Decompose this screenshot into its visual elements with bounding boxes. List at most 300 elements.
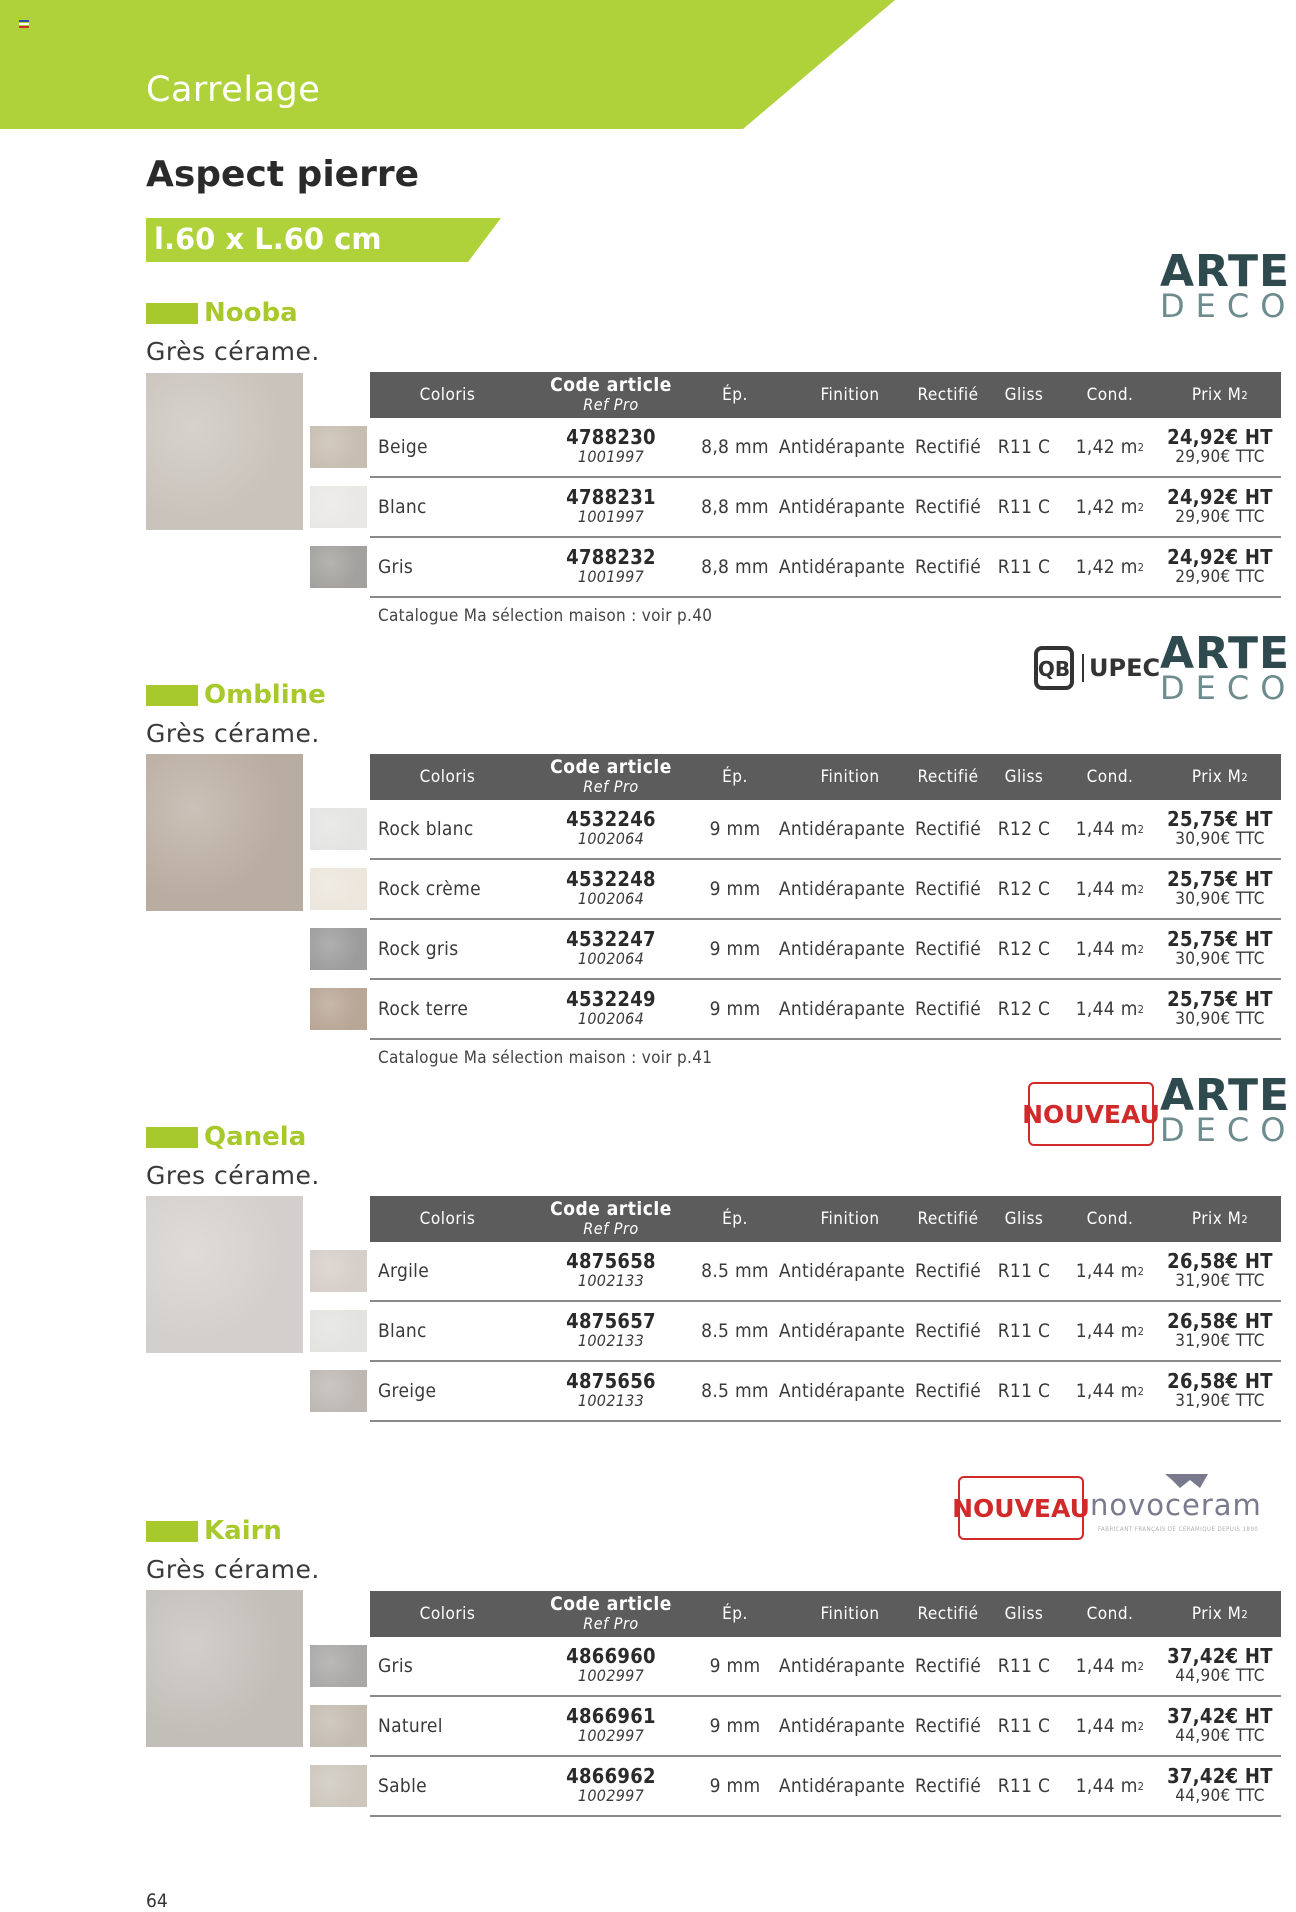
cell-finition: Antidérapante xyxy=(778,1320,906,1342)
header-prix-label: Prix M xyxy=(1191,767,1242,787)
cell-ep: 8,8 mm xyxy=(701,496,769,518)
cell-coloris: Rock crème xyxy=(378,878,481,900)
cell-code-article xyxy=(530,1302,692,1360)
product-table xyxy=(370,1196,1281,1422)
cell-finition: Antidérapante xyxy=(778,496,906,518)
nouveau-badge: NOUVEAU xyxy=(958,1476,1084,1540)
nouveau-badge: NOUVEAU xyxy=(1028,1082,1154,1146)
header-finition: Finition xyxy=(820,1604,880,1624)
cell-finition: Antidérapante xyxy=(778,436,906,458)
cell-coloris: Beige xyxy=(378,436,428,458)
cell-cond xyxy=(1056,1697,1164,1755)
product-name xyxy=(146,1516,282,1546)
cell-rectifie: Rectifié xyxy=(914,1320,982,1342)
header-gliss: Gliss xyxy=(1004,385,1044,405)
cell-code-article xyxy=(530,800,692,858)
cell-coloris: Argile xyxy=(378,1260,430,1282)
color-swatch xyxy=(310,546,367,588)
header-prix-sup: 2 xyxy=(1241,770,1249,784)
cell-finition: Antidérapante xyxy=(778,878,906,900)
price-ttc: 30,90€ TTC xyxy=(1175,889,1265,909)
cell-ref: 1001997 xyxy=(577,507,645,526)
cell-cond xyxy=(1056,1302,1164,1360)
cell-rectifie: Rectifié xyxy=(914,496,982,518)
cell-cond-sup: 2 xyxy=(1137,1719,1145,1733)
cell-ref: 1002997 xyxy=(577,1726,645,1745)
product-tile-image xyxy=(146,1196,303,1353)
table-header xyxy=(370,754,1281,800)
cell-cond-value: 1,42 m xyxy=(1075,436,1138,458)
header-code-label: Code article xyxy=(550,374,672,396)
color-swatch xyxy=(310,1310,367,1352)
cell-ref: 1001997 xyxy=(577,567,645,586)
cell-cond-sup: 2 xyxy=(1137,560,1145,574)
table-row xyxy=(370,538,1281,598)
header-prix xyxy=(1160,372,1280,418)
header-ref-label: Ref Pro xyxy=(583,1219,639,1238)
price-ht: 25,75€ HT xyxy=(1167,927,1273,951)
header-finition: Finition xyxy=(820,1209,880,1229)
cell-cond-value: 1,42 m xyxy=(1075,556,1138,578)
header-gliss: Gliss xyxy=(1004,1209,1044,1229)
cell-code: 4532249 xyxy=(566,987,656,1011)
cell-cond xyxy=(1056,860,1164,918)
cell-code: 4875657 xyxy=(566,1309,656,1333)
cell-code: 4875658 xyxy=(566,1249,656,1273)
french-flag-icon xyxy=(19,20,29,27)
qb-certification-icon xyxy=(1032,646,1076,690)
cell-ref: 1002133 xyxy=(577,1331,645,1350)
cell-prix xyxy=(1160,1242,1280,1300)
product-tile-image xyxy=(146,373,303,530)
header-rectifie: Rectifié xyxy=(917,1209,979,1229)
price-ttc: 29,90€ TTC xyxy=(1175,447,1265,467)
header-ref-label: Ref Pro xyxy=(583,395,639,414)
cell-rectifie: Rectifié xyxy=(914,1775,982,1797)
cell-code: 4532247 xyxy=(566,927,656,951)
color-swatch xyxy=(310,486,367,528)
cell-ref: 1001997 xyxy=(577,447,645,466)
header-prix-sup: 2 xyxy=(1241,1212,1249,1226)
price-ht: 26,58€ HT xyxy=(1167,1369,1273,1393)
cell-ep: 9 mm xyxy=(709,1655,761,1677)
cell-gliss: R11 C xyxy=(997,1715,1051,1737)
cell-cond-value: 1,44 m xyxy=(1075,938,1138,960)
cell-cond-value: 1,44 m xyxy=(1075,1380,1138,1402)
header-coloris: Coloris xyxy=(419,1604,476,1624)
cell-code: 4532248 xyxy=(566,867,656,891)
cell-ref: 1002133 xyxy=(577,1271,645,1290)
cell-coloris: Blanc xyxy=(378,1320,427,1342)
cell-ep: 8,8 mm xyxy=(701,436,769,458)
color-swatch xyxy=(310,988,367,1030)
product-name xyxy=(146,1122,306,1152)
header-prix-sup: 2 xyxy=(1241,388,1249,402)
cell-code-article xyxy=(530,1757,692,1815)
table-row xyxy=(370,478,1281,538)
cell-code-article xyxy=(530,1362,692,1420)
cell-rectifie: Rectifié xyxy=(914,938,982,960)
table-row xyxy=(370,1362,1281,1422)
cell-code: 4788232 xyxy=(566,545,656,569)
cell-rectifie: Rectifié xyxy=(914,1260,982,1282)
header-prix xyxy=(1160,754,1280,800)
header-cond: Cond. xyxy=(1086,767,1134,787)
price-ht: 37,42€ HT xyxy=(1167,1644,1273,1668)
cell-code: 4875656 xyxy=(566,1369,656,1393)
cell-finition: Antidérapante xyxy=(778,1380,906,1402)
cell-code-article xyxy=(530,920,692,978)
price-ht: 24,92€ HT xyxy=(1167,545,1273,569)
cell-cond-value: 1,42 m xyxy=(1075,496,1138,518)
table-row xyxy=(370,980,1281,1040)
cell-ref: 1002064 xyxy=(577,1009,645,1028)
table-row xyxy=(370,1637,1281,1697)
cell-finition: Antidérapante xyxy=(778,1775,906,1797)
catalogue-note: Catalogue Ma sélection maison : voir p.41 xyxy=(378,1048,713,1068)
cell-prix xyxy=(1160,1362,1280,1420)
arte-deco-logo: ARTE DECO xyxy=(1160,246,1296,325)
page-number: 64 xyxy=(146,1890,168,1912)
product-name-bar xyxy=(146,303,198,324)
cell-coloris: Greige xyxy=(378,1380,437,1402)
cell-prix xyxy=(1160,478,1280,536)
header-gliss: Gliss xyxy=(1004,1604,1044,1624)
cell-code-article xyxy=(530,1242,692,1300)
color-swatch xyxy=(310,1250,367,1292)
cell-rectifie: Rectifié xyxy=(914,1655,982,1677)
cell-gliss: R12 C xyxy=(997,938,1051,960)
cell-cond-sup: 2 xyxy=(1137,1264,1145,1278)
cell-gliss: R11 C xyxy=(997,1655,1051,1677)
banner-shape xyxy=(0,0,900,129)
price-ht: 26,58€ HT xyxy=(1167,1309,1273,1333)
cell-rectifie: Rectifié xyxy=(914,998,982,1020)
cell-cond xyxy=(1056,1362,1164,1420)
header-coloris: Coloris xyxy=(419,1209,476,1229)
cell-ep: 9 mm xyxy=(709,818,761,840)
arte-deco-logo: ARTE DECO xyxy=(1160,1070,1296,1149)
header-ref-label: Ref Pro xyxy=(583,1614,639,1633)
color-swatch xyxy=(310,1705,367,1747)
table-row xyxy=(370,418,1281,478)
cell-code-article xyxy=(530,478,692,536)
product-name-text: Ombline xyxy=(204,680,326,710)
cell-code: 4788230 xyxy=(566,425,656,449)
header-code-article xyxy=(530,754,692,800)
price-ttc: 30,90€ TTC xyxy=(1175,1009,1265,1029)
cell-cond xyxy=(1056,980,1164,1038)
cell-rectifie: Rectifié xyxy=(914,818,982,840)
cell-gliss: R12 C xyxy=(997,878,1051,900)
cell-cond-value: 1,44 m xyxy=(1075,1775,1138,1797)
table-row xyxy=(370,920,1281,980)
cell-cond-sup: 2 xyxy=(1137,822,1145,836)
cell-ref: 1002064 xyxy=(577,949,645,968)
cell-gliss: R11 C xyxy=(997,1260,1051,1282)
cell-cond xyxy=(1056,538,1164,596)
header-prix-label: Prix M xyxy=(1191,385,1242,405)
product-name-text: Nooba xyxy=(204,298,298,328)
color-swatch xyxy=(310,808,367,850)
product-subtitle: Gres cérame. xyxy=(146,1161,320,1190)
price-ht: 25,75€ HT xyxy=(1167,867,1273,891)
header-rectifie: Rectifié xyxy=(917,1604,979,1624)
header-prix-label: Prix M xyxy=(1191,1209,1242,1229)
price-ht: 24,92€ HT xyxy=(1167,425,1273,449)
cell-finition: Antidérapante xyxy=(778,938,906,960)
cell-ref: 1002997 xyxy=(577,1666,645,1685)
cell-coloris: Rock blanc xyxy=(378,818,474,840)
product-name-bar xyxy=(146,1127,198,1148)
cell-ep: 9 mm xyxy=(709,1715,761,1737)
cell-prix xyxy=(1160,1302,1280,1360)
color-swatch xyxy=(310,1370,367,1412)
cell-cond xyxy=(1056,418,1164,476)
cell-ep: 9 mm xyxy=(709,998,761,1020)
cell-finition: Antidérapante xyxy=(778,1260,906,1282)
header-code-label: Code article xyxy=(550,1593,672,1615)
cell-rectifie: Rectifié xyxy=(914,878,982,900)
price-ttc: 29,90€ TTC xyxy=(1175,567,1265,587)
novoceram-logo: novoceram FABRICANT FRANÇAIS DE CÉRAMIQUE DEPUIS 1890 xyxy=(1090,1470,1280,1534)
product-subtitle: Grès cérame. xyxy=(146,1555,320,1584)
cell-code-article xyxy=(530,1637,692,1695)
table-row xyxy=(370,1697,1281,1757)
price-ht: 24,92€ HT xyxy=(1167,485,1273,509)
cell-cond xyxy=(1056,1637,1164,1695)
header-ep: Ép. xyxy=(722,385,748,405)
cell-cond xyxy=(1056,800,1164,858)
header-code-article xyxy=(530,1591,692,1637)
header-prix-label: Prix M xyxy=(1191,1604,1242,1624)
color-swatch xyxy=(310,1645,367,1687)
cell-code: 4532246 xyxy=(566,807,656,831)
cell-cond-value: 1,44 m xyxy=(1075,1260,1138,1282)
cell-cond-sup: 2 xyxy=(1137,500,1145,514)
cell-cond-sup: 2 xyxy=(1137,1659,1145,1673)
price-ht: 37,42€ HT xyxy=(1167,1704,1273,1728)
page-heading: Carrelage xyxy=(146,70,321,110)
price-ttc: 30,90€ TTC xyxy=(1175,829,1265,849)
price-ht: 37,42€ HT xyxy=(1167,1764,1273,1788)
cell-finition: Antidérapante xyxy=(778,818,906,840)
cell-coloris: Sable xyxy=(378,1775,427,1797)
cell-prix xyxy=(1160,920,1280,978)
cell-cond xyxy=(1056,1242,1164,1300)
cell-code-article xyxy=(530,860,692,918)
cell-ref: 1002064 xyxy=(577,889,645,908)
svg-text:QB: QB xyxy=(1037,657,1071,681)
cell-finition: Antidérapante xyxy=(778,556,906,578)
cell-coloris: Rock terre xyxy=(378,998,469,1020)
cell-prix xyxy=(1160,860,1280,918)
header-coloris: Coloris xyxy=(419,385,476,405)
table-row xyxy=(370,800,1281,860)
cell-code: 4788231 xyxy=(566,485,656,509)
header-cond: Cond. xyxy=(1086,1209,1134,1229)
price-ht: 25,75€ HT xyxy=(1167,807,1273,831)
price-ht: 26,58€ HT xyxy=(1167,1249,1273,1273)
price-ttc: 31,90€ TTC xyxy=(1175,1391,1265,1411)
product-table xyxy=(370,1591,1281,1817)
product-table xyxy=(370,754,1281,1068)
cell-code-article xyxy=(530,418,692,476)
header-code-article xyxy=(530,1196,692,1242)
cell-ep: 8.5 mm xyxy=(701,1260,769,1282)
product-tile-image xyxy=(146,1590,303,1747)
cell-cond-value: 1,44 m xyxy=(1075,998,1138,1020)
cell-gliss: R11 C xyxy=(997,556,1051,578)
cell-code: 4866961 xyxy=(566,1704,656,1728)
color-swatch xyxy=(310,1765,367,1807)
catalogue-note: Catalogue Ma sélection maison : voir p.40 xyxy=(378,606,713,626)
header-ref-label: Ref Pro xyxy=(583,777,639,796)
cell-gliss: R11 C xyxy=(997,496,1051,518)
cell-ep: 9 mm xyxy=(709,938,761,960)
cell-coloris: Gris xyxy=(378,1655,414,1677)
cell-cond-value: 1,44 m xyxy=(1075,878,1138,900)
cell-gliss: R11 C xyxy=(997,1320,1051,1342)
dimensions-label: l.60 x L.60 cm xyxy=(154,222,382,256)
table-row xyxy=(370,1302,1281,1362)
cell-gliss: R11 C xyxy=(997,436,1051,458)
cell-code: 4866962 xyxy=(566,1764,656,1788)
cell-ep: 8.5 mm xyxy=(701,1320,769,1342)
header-finition: Finition xyxy=(820,767,880,787)
cell-prix xyxy=(1160,1637,1280,1695)
upec-certification: QB UPEC xyxy=(1032,646,1160,690)
product-name-bar xyxy=(146,685,198,706)
section-title: Aspect pierre xyxy=(146,154,420,195)
cell-cond-value: 1,44 m xyxy=(1075,1715,1138,1737)
cell-cond-sup: 2 xyxy=(1137,942,1145,956)
header-ep: Ép. xyxy=(722,767,748,787)
product-name xyxy=(146,298,298,328)
header-cond: Cond. xyxy=(1086,385,1134,405)
cell-gliss: R11 C xyxy=(997,1775,1051,1797)
cell-finition: Antidérapante xyxy=(778,998,906,1020)
product-name-bar xyxy=(146,1521,198,1542)
header-coloris: Coloris xyxy=(419,767,476,787)
header-gliss: Gliss xyxy=(1004,767,1044,787)
header-finition: Finition xyxy=(820,385,880,405)
cell-finition: Antidérapante xyxy=(778,1655,906,1677)
cell-code: 4866960 xyxy=(566,1644,656,1668)
cell-prix xyxy=(1160,1697,1280,1755)
cell-ep: 9 mm xyxy=(709,878,761,900)
price-ttc: 29,90€ TTC xyxy=(1175,507,1265,527)
cell-cond-sup: 2 xyxy=(1137,1779,1145,1793)
header-cond: Cond. xyxy=(1086,1604,1134,1624)
header-prix xyxy=(1160,1196,1280,1242)
cell-cond-sup: 2 xyxy=(1137,440,1145,454)
product-table xyxy=(370,372,1281,626)
cell-ref: 1002064 xyxy=(577,829,645,848)
cell-coloris: Blanc xyxy=(378,496,427,518)
price-ttc: 44,90€ TTC xyxy=(1175,1786,1265,1806)
table-header xyxy=(370,1591,1281,1637)
cell-cond-value: 1,44 m xyxy=(1075,1320,1138,1342)
price-ttc: 31,90€ TTC xyxy=(1175,1271,1265,1291)
dimensions-banner xyxy=(146,218,501,262)
product-name xyxy=(146,680,326,710)
cell-ep: 8.5 mm xyxy=(701,1380,769,1402)
cell-gliss: R11 C xyxy=(997,1380,1051,1402)
cell-ep: 8,8 mm xyxy=(701,556,769,578)
cell-code-article xyxy=(530,980,692,1038)
table-row xyxy=(370,1242,1281,1302)
header-code-article xyxy=(530,372,692,418)
cell-gliss: R12 C xyxy=(997,998,1051,1020)
price-ttc: 44,90€ TTC xyxy=(1175,1666,1265,1686)
header-rectifie: Rectifié xyxy=(917,767,979,787)
table-header xyxy=(370,372,1281,418)
header-ep: Ép. xyxy=(722,1209,748,1229)
color-swatch xyxy=(310,426,367,468)
product-name-text: Qanela xyxy=(204,1122,307,1152)
cell-gliss: R12 C xyxy=(997,818,1051,840)
cell-cond xyxy=(1056,478,1164,536)
cell-cond-sup: 2 xyxy=(1137,882,1145,896)
cell-code-article xyxy=(530,538,692,596)
cell-cond xyxy=(1056,1757,1164,1815)
price-ht: 25,75€ HT xyxy=(1167,987,1273,1011)
header-prix-sup: 2 xyxy=(1241,1607,1249,1621)
product-subtitle: Grès cérame. xyxy=(146,337,320,366)
cell-rectifie: Rectifié xyxy=(914,1380,982,1402)
cell-prix xyxy=(1160,538,1280,596)
cell-cond-value: 1,44 m xyxy=(1075,818,1138,840)
cell-coloris: Naturel xyxy=(378,1715,443,1737)
cell-finition: Antidérapante xyxy=(778,1715,906,1737)
header-code-label: Code article xyxy=(550,756,672,778)
cell-cond-sup: 2 xyxy=(1137,1324,1145,1338)
cell-cond xyxy=(1056,920,1164,978)
cell-cond-sup: 2 xyxy=(1137,1002,1145,1016)
cell-prix xyxy=(1160,418,1280,476)
cell-ep: 9 mm xyxy=(709,1775,761,1797)
cell-coloris: Gris xyxy=(378,556,414,578)
cell-prix xyxy=(1160,800,1280,858)
cell-cond-value: 1,44 m xyxy=(1075,1655,1138,1677)
cell-rectifie: Rectifié xyxy=(914,1715,982,1737)
table-row xyxy=(370,860,1281,920)
cell-prix xyxy=(1160,980,1280,1038)
price-ttc: 30,90€ TTC xyxy=(1175,949,1265,969)
price-ttc: 31,90€ TTC xyxy=(1175,1331,1265,1351)
product-tile-image xyxy=(146,754,303,911)
cell-code-article xyxy=(530,1697,692,1755)
header-banner xyxy=(0,0,900,129)
cell-rectifie: Rectifié xyxy=(914,556,982,578)
table-header xyxy=(370,1196,1281,1242)
header-code-label: Code article xyxy=(550,1198,672,1220)
product-name-text: Kairn xyxy=(204,1516,282,1546)
color-swatch xyxy=(310,868,367,910)
header-prix xyxy=(1160,1591,1280,1637)
header-rectifie: Rectifié xyxy=(917,385,979,405)
color-swatch xyxy=(310,928,367,970)
cell-coloris: Rock gris xyxy=(378,938,459,960)
cell-ref: 1002997 xyxy=(577,1786,645,1805)
arte-deco-logo: ARTE DECO xyxy=(1160,628,1296,707)
table-row xyxy=(370,1757,1281,1817)
cell-rectifie: Rectifié xyxy=(914,436,982,458)
cell-cond-sup: 2 xyxy=(1137,1384,1145,1398)
product-subtitle: Grès cérame. xyxy=(146,719,320,748)
header-ep: Ép. xyxy=(722,1604,748,1624)
